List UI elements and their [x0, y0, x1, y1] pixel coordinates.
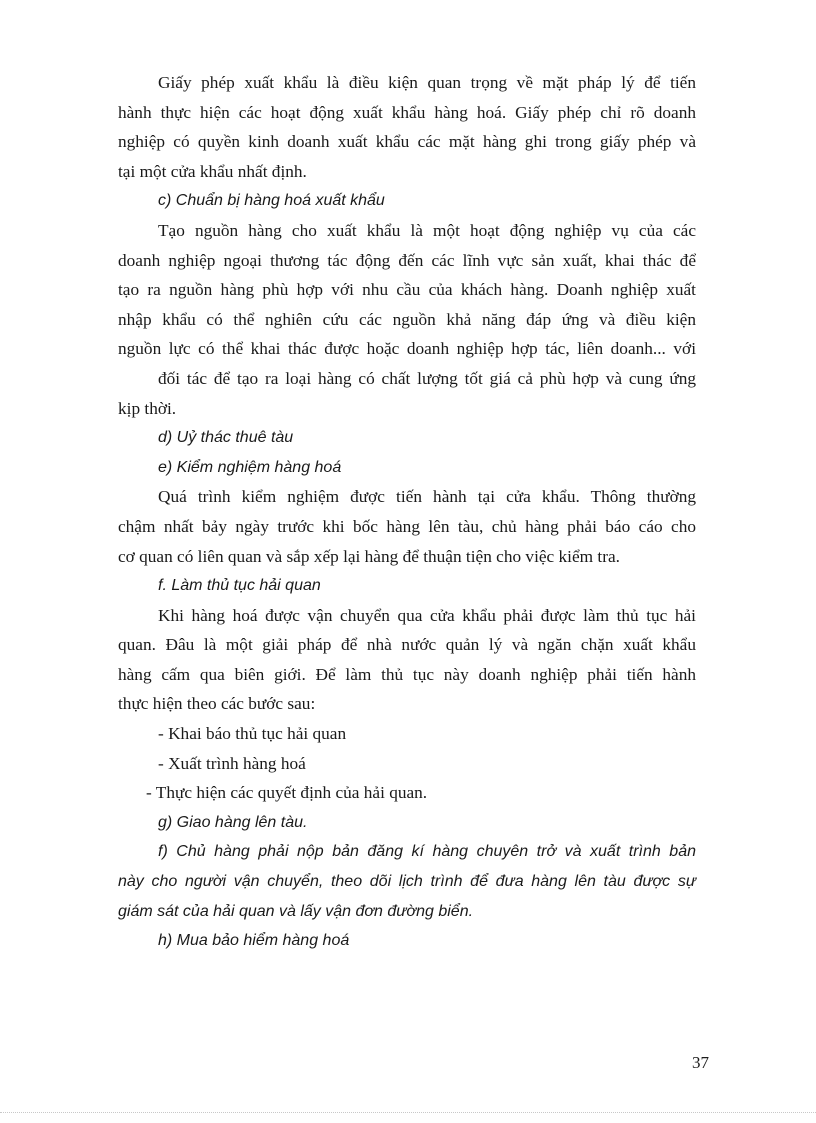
text-line: tại một cửa khẩu nhất định.: [118, 161, 307, 181]
text-line: thực hiện theo các bước sau:: [118, 694, 316, 714]
text-line: nguồn lực có thể khai thác được hoặc doanh nghiệp hợp tác, liên doanh... với: [118, 339, 696, 359]
section-heading: c) Chuẩn bị hàng hoá xuất khẩu: [158, 192, 385, 210]
text-line: tạo ra nguồn hàng phù hợp với nhu cầu của khách hàng. Doanh nghiệp xuất: [118, 280, 696, 300]
text-line: hành thực hiện các hoạt động xuất khẩu hàng hoá. Giấy phép chỉ rõ doanh: [118, 102, 696, 122]
text-line: Tạo nguồn hàng cho xuất khẩu là một hoạt động nghiệp vụ của các: [158, 220, 696, 240]
text-line: chậm nhất bảy ngày trước khi bốc hàng lên tàu, chủ hàng phải báo cáo cho: [118, 516, 696, 536]
bullet-item: - Thực hiện các quyết định của hải quan.: [146, 783, 428, 803]
text-line: quan. Đâu là một giải pháp để nhà nước quản lý và ngăn chặn xuất khẩu: [118, 635, 696, 655]
italic-text-line: này cho người vận chuyển, theo dõi lịch trình để đưa hàng lên tàu được sự: [118, 873, 696, 891]
text-line: đối tác để tạo ra loại hàng có chất lượng tốt giá cả phù hợp và cung ứng: [158, 368, 696, 388]
text-line: Khi hàng hoá được vận chuyển qua cửa khẩu phải được làm thủ tục hải: [158, 605, 696, 625]
section-heading: e) Kiểm nghiệm hàng hoá: [158, 458, 342, 476]
text-line: nghiệp có quyền kinh doanh xuất khẩu các mặt hàng ghi trong giấy phép và: [118, 132, 696, 152]
document-body: [118, 68, 696, 956]
bullet-item: - Khai báo thủ tục hải quan: [158, 724, 347, 744]
text-line: Quá trình kiểm nghiệm được tiến hành tại cửa khẩu. Thông thường: [158, 487, 696, 507]
text-line: doanh nghiệp ngoại thương tác động đến các lĩnh vực sản xuất, khai thác để: [118, 250, 696, 270]
text-line: kịp thời.: [118, 398, 177, 418]
italic-text-line: f) Chủ hàng phải nộp bản đăng kí hàng chuyên trở và xuất trình bản: [158, 843, 696, 861]
text-line: Giấy phép xuất khẩu là điều kiện quan trọng về mặt pháp lý để tiến: [158, 73, 696, 92]
page-number: 37: [692, 1053, 709, 1072]
text-line: cơ quan có liên quan và sắp xếp lại hàng để thuận tiện cho việc kiểm tra.: [118, 546, 620, 566]
section-heading: h) Mua bảo hiểm hàng hoá: [158, 932, 350, 950]
italic-text-line: giám sát của hải quan và lấy vận đơn đường biển.: [118, 902, 474, 920]
section-heading: d) Uỷ thác thuê tàu: [158, 429, 294, 447]
bullet-item: - Xuất trình hàng hoá: [158, 753, 306, 773]
section-heading: g) Giao hàng lên tàu.: [158, 813, 308, 831]
section-heading: f. Làm thủ tục hải quan: [158, 577, 321, 595]
footer-divider: [0, 1112, 816, 1113]
text-line: nhập khẩu có thể nghiên cứu các nguồn khả năng đáp ứng và điều kiện: [118, 309, 696, 329]
text-line: hàng cấm qua biên giới. Để làm thủ tục này doanh nghiệp phải tiến hành: [118, 664, 696, 684]
